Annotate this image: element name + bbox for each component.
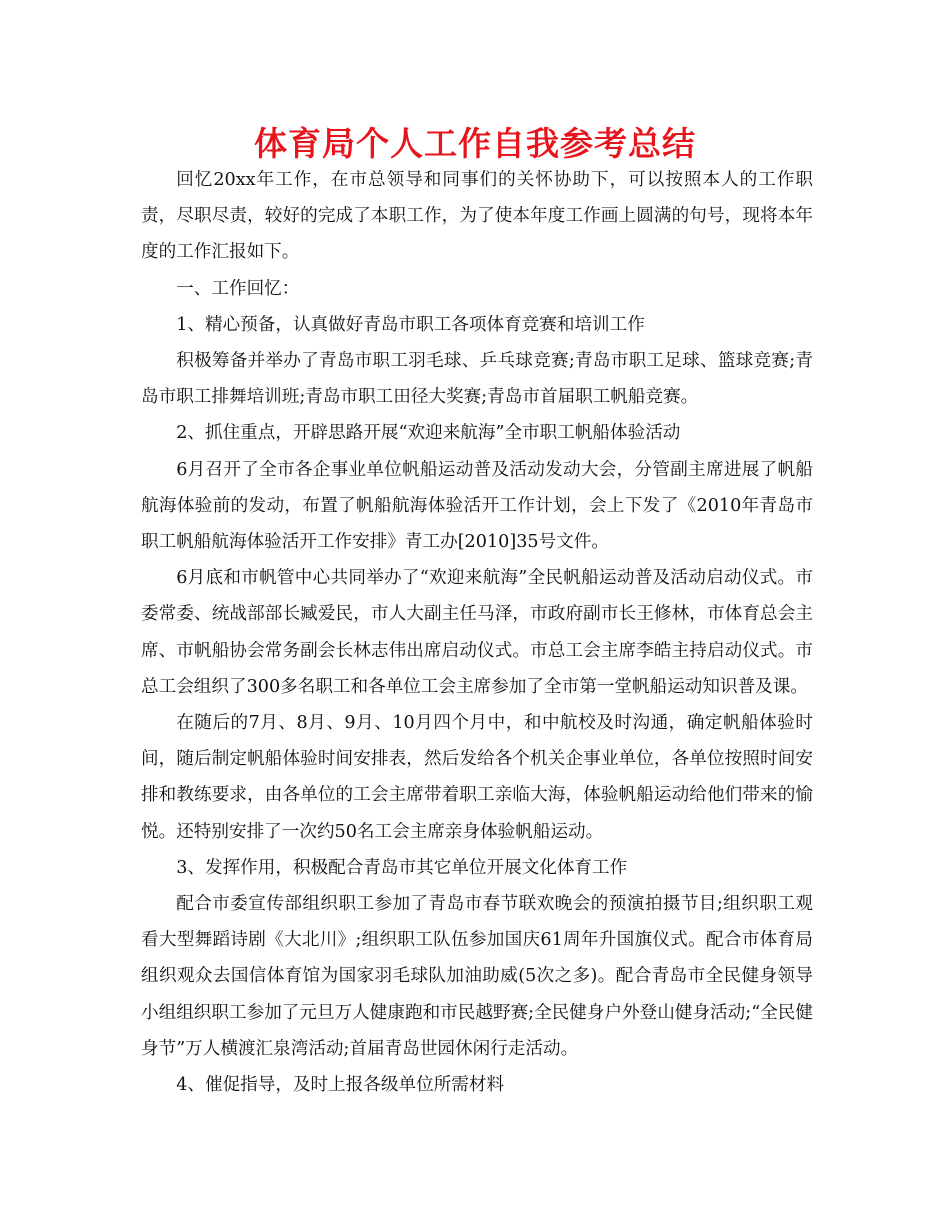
- paragraph: 6月底和市帆管中心共同举办了“欢迎来航海”全民帆船运动普及活动启动仪式。市委常委、统战部部长臧爱民，市人大副主任马泽，市政府副市长王修林，市体育总会主席、市帆船协会常务副会长林志伟出席启动仪式。市总工会主席李皓主持启动仪式。市总工会组织了300多名职工和各单位工会主席参加了全市第一堂帆船运动知识普及课。: [141, 568, 813, 697]
- document-body: [141, 162, 813, 1103]
- subsection-heading: 1、精心预备，认真做好青岛市职工各项体育竞赛和培训工作: [176, 314, 645, 335]
- paragraph: 回忆20xx年工作，在市总领导和同事们的关怀协助下，可以按照本人的工作职责，尽职尽责，较好的完成了本职工作，为了使本年度工作画上圆满的句号，现将本年度的工作汇报如下。: [141, 170, 813, 263]
- paragraph: 在随后的7月、8月、9月、10月四个月中，和中航校及时沟通，确定帆船体验时间，随后制定帆船体验时间安排表，然后发给各个机关企事业单位，各单位按照时间安排和教练要求，由各单位的工会主席带着职工亲临大海，体验帆船运动给他们带来的愉悦。还特别安排了一次约50名工会主席亲身体验帆船运动。: [141, 713, 813, 842]
- subsection-heading: 4、催促指导，及时上报各级单位所需材料: [176, 1075, 505, 1096]
- paragraph: 6月召开了全市各企事业单位帆船运动普及活动发动大会，分管副主席进展了帆船航海体验前的发动，布置了帆船航海体验活开工作计划，会上下发了《2010年青岛市职工帆船航海体验活开工作安排》青工办[2010]35号文件。: [141, 459, 813, 553]
- paragraph: 配合市委宣传部组织职工参加了青岛市春节联欢晚会的预演拍摄节目;组织职工观看大型舞蹈诗剧《大北川》;组织职工队伍参加国庆61周年升国旗仪式。配合市体育局组织观众去国信体育馆为国家羽毛球队加油助威(5次之多)。配合青岛市全民健身领导小组组织职工参加了元旦万人健康跑和市民越野赛;全民健身户外登山健身活动;“全民健身节”万人横渡汇泉湾活动;首届青岛世园休闲行走活动。: [141, 894, 813, 1059]
- document-title: 体育局个人工作自我参考总结: [254, 124, 696, 163]
- section-heading: 一、工作回忆：: [176, 278, 300, 299]
- subsection-heading: 2、抓住重点，开辟思路开展“欢迎来航海”全市职工帆船体验活动: [176, 423, 681, 444]
- paragraph: 积极筹备并举办了青岛市职工羽毛球、乒乓球竞赛;青岛市职工足球、篮球竞赛;青岛市职工排舞培训班;青岛市职工田径大奖赛;青岛市首届职工帆船竞赛。: [141, 351, 813, 408]
- subsection-heading: 3、发挥作用，积极配合青岛市其它单位开展文化体育工作: [176, 857, 628, 878]
